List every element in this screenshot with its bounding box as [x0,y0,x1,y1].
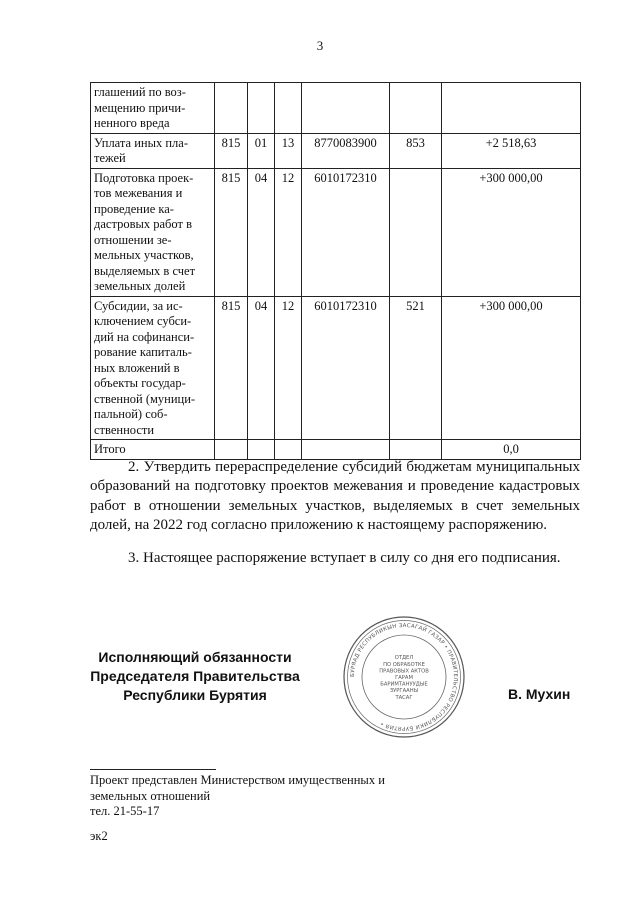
seal-ring-text: БУРЯАД РЕСПУБЛИКЫН ЗАСАГАЙ ГАЗАР • ПРАВИТЕЛЬСТВО РЕСПУБЛИКИ БУРЯТИЯ • [349,622,459,732]
table-row [91,296,581,440]
table-row [91,440,581,460]
signature-block [90,648,300,705]
official-seal-stamp [341,614,467,740]
row-name-line: отношении зе- [94,232,172,247]
cell-a [215,83,248,134]
cell-e [390,83,442,134]
cell-f: 0,0 [442,440,581,460]
cell-c: 12 [275,168,302,296]
cell-e: 521 [390,296,442,440]
seal-center-line: ЗУРГААНЫ [389,688,419,695]
footnote-divider [90,769,216,770]
row-name-line: ных вложений в [94,360,180,375]
row-name-line: тежей [94,151,126,165]
row-name-line: пальной) соб- [94,407,168,421]
table-row [91,133,581,168]
cell-e: 853 [390,133,442,168]
cell-d [302,440,390,460]
paragraph-3: 3. Настоящее распоряжение вступает в силу со дня его подписания. [128,550,561,566]
cell-c [275,440,302,460]
row-name-cell [91,133,215,168]
cell-e [390,168,442,296]
seal-center-line: ПО ОБРАБОТКЕ [383,661,425,668]
cell-b: 01 [248,133,275,168]
row-name-line: проведение ка- [94,201,174,216]
cell-d [302,83,390,134]
seal-center-line: ОТДЕЛ [394,655,414,662]
row-name-line: дастровых работ в [94,217,192,231]
row-name-line: ственности [94,422,155,437]
table-row [91,83,581,134]
footnote-line-1: Проект представлен Министерством имущественных и [90,773,385,787]
row-name-line: Уплата иных пла- [94,135,188,150]
row-name-line: Субсидии, за ис- [94,298,183,313]
row-name-cell [91,296,215,440]
page-number: 3 [316,38,324,53]
cell-b [248,440,275,460]
seal-center-line: ТАСАГ [395,694,413,701]
cell-a [215,440,248,460]
cell-d: 8770083900 [302,133,390,168]
row-name-line: Итого [94,442,126,456]
row-name-line: ненного вреда [94,116,170,130]
row-name-line: рование капиталь- [94,345,192,359]
cell-d: 6010172310 [302,168,390,296]
row-name-line: Подготовка проек- [94,170,194,185]
row-name-line: выделяемых в счет [94,263,196,278]
row-name-line: глашений по воз- [94,85,186,99]
row-name-line: тов межевания и [94,186,183,200]
row-name-line: объекты государ- [94,376,186,390]
seal-center-line: ПРАВОВЫХ АКТОВ [379,668,429,675]
row-name-line: дий на софинанси- [94,329,195,344]
row-name-cell [91,168,215,296]
cell-f: +2 518,63 [442,133,581,168]
cell-f [442,83,581,134]
signer-name: В. Мухин [508,686,571,702]
row-name-line: ключением субси- [94,314,192,328]
table-row [91,168,581,296]
document-code: эк2 [90,829,108,843]
row-name-line: мельных участков, [94,248,194,262]
row-name-cell [91,440,215,460]
row-name-line: ственной (муници- [94,391,196,406]
signer-title-line-2: Председателя Правительства [90,668,300,684]
signer-title-line-3: Республики Бурятия [123,687,267,703]
paragraph-2: 2. Утвердить перераспределение субсидий бюджетам муниципальных образований на подготовку проектов межевания и проведение кадастровых работ в отношении земельных участков, выделяемых в счет земельных долей, на 2022 год согласно приложению к настоящему распоряжению. [90,459,580,533]
cell-c: 12 [275,296,302,440]
footnote [90,773,490,820]
row-name-line: земельных долей [94,279,186,293]
footnote-line-2: земельных отношений [90,788,211,803]
seal-center-line: БАРИМТАНУУДЫЕ [380,681,428,688]
cell-b [248,83,275,134]
cell-a: 815 [215,133,248,168]
row-name-line: мещению причи- [94,100,186,115]
cell-a: 815 [215,168,248,296]
cell-b: 04 [248,296,275,440]
cell-c [275,83,302,134]
cell-f: +300 000,00 [442,296,581,440]
cell-d: 6010172310 [302,296,390,440]
budget-table [90,82,581,460]
cell-a: 815 [215,296,248,440]
cell-e [390,440,442,460]
cell-c: 13 [275,133,302,168]
row-name-cell [91,83,215,134]
cell-b: 04 [248,168,275,296]
signer-title-line-1: Исполняющий обязанности [98,649,292,665]
cell-f: +300 000,00 [442,168,581,296]
seal-center-line: ГАРАМ [395,675,413,681]
footnote-phone: тел. 21-55-17 [90,804,160,818]
